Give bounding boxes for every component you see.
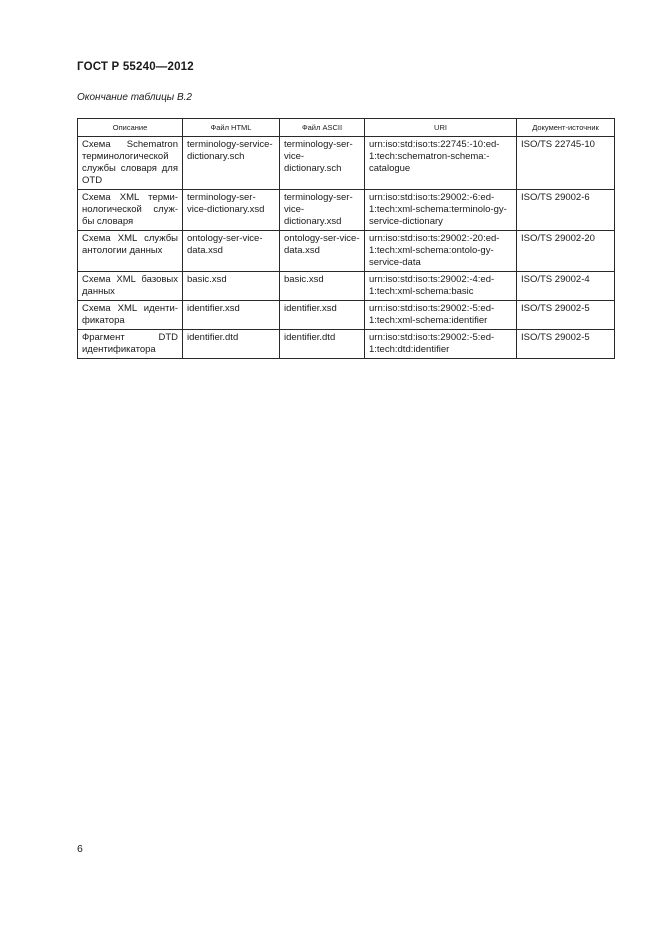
cell-ascii-file: terminology-ser-vice-dictionary.sch	[280, 137, 365, 190]
cell-description: Схема XML терми-нологической служ-бы словаря	[78, 190, 183, 231]
cell-uri: urn:iso:std:iso:ts:29002:-4:ed-1:tech:xml-schema:basic	[365, 272, 517, 301]
column-header-source-document: Документ-источник	[517, 119, 615, 137]
cell-source-document: ISO/TS 29002-5	[517, 330, 615, 359]
cell-ascii-file: terminology-ser-vice-dictionary.xsd	[280, 190, 365, 231]
table-row	[78, 190, 615, 231]
cell-description: Схема XML иденти-фикатора	[78, 301, 183, 330]
table-caption: Окончание таблицы В.2	[77, 92, 192, 103]
cell-ascii-file: identifier.xsd	[280, 301, 365, 330]
cell-source-document: ISO/TS 29002-20	[517, 231, 615, 272]
cell-uri: urn:iso:std:iso:ts:29002:-20:ed-1:tech:xml-schema:ontolo-gy-service-data	[365, 231, 517, 272]
page-number: 6	[77, 843, 83, 855]
cell-uri: urn:iso:std:iso:ts:29002:-5:ed-1:tech:dtd:identifier	[365, 330, 517, 359]
cell-source-document: ISO/TS 29002-6	[517, 190, 615, 231]
cell-ascii-file: identifier.dtd	[280, 330, 365, 359]
column-header-ascii-file: Файл ASCII	[280, 119, 365, 137]
cell-html-file: terminology-service-dictionary.sch	[183, 137, 280, 190]
cell-source-document: ISO/TS 29002-4	[517, 272, 615, 301]
cell-uri: urn:iso:std:iso:ts:29002:-6:ed-1:tech:xml-schema:terminolo-gy-service-dictionary	[365, 190, 517, 231]
cell-html-file: basic.xsd	[183, 272, 280, 301]
column-header-uri: URI	[365, 119, 517, 137]
cell-uri: urn:iso:std:iso:ts:22745:-10:ed-1:tech:schematron-schema:-catalogue	[365, 137, 517, 190]
cell-html-file: terminology-ser-vice-dictionary.xsd	[183, 190, 280, 231]
cell-uri: urn:iso:std:iso:ts:29002:-5:ed-1:tech:xml-schema:identifier	[365, 301, 517, 330]
cell-source-document: ISO/TS 29002-5	[517, 301, 615, 330]
cell-source-document: ISO/TS 22745-10	[517, 137, 615, 190]
cell-html-file: ontology-ser-vice-data.xsd	[183, 231, 280, 272]
cell-description: Схема Schematron терминологической службы словаря для OTD	[78, 137, 183, 190]
cell-ascii-file: ontology-ser-vice-data.xsd	[280, 231, 365, 272]
cell-description: Схема XML службы антологии данных	[78, 231, 183, 272]
schema-table	[77, 118, 615, 359]
table-row	[78, 301, 615, 330]
table-header-row	[78, 119, 615, 137]
cell-ascii-file: basic.xsd	[280, 272, 365, 301]
column-header-description: Описание	[78, 119, 183, 137]
cell-description: Схема XML базовых данных	[78, 272, 183, 301]
cell-html-file: identifier.xsd	[183, 301, 280, 330]
document-header: ГОСТ Р 55240—2012	[77, 61, 194, 73]
column-header-html-file: Файл HTML	[183, 119, 280, 137]
cell-description: Фрагмент DTD идентификатора	[78, 330, 183, 359]
table-row	[78, 272, 615, 301]
table-row	[78, 231, 615, 272]
cell-html-file: identifier.dtd	[183, 330, 280, 359]
table-row	[78, 330, 615, 359]
table-row	[78, 137, 615, 190]
